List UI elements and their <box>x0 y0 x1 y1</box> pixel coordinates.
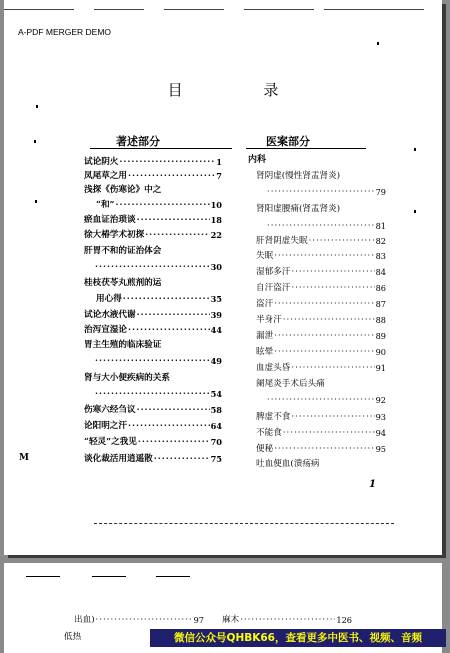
toc-entry <box>84 229 222 241</box>
dot-leader <box>123 293 210 305</box>
toc-entry <box>84 372 222 384</box>
toc-entry-title: 出血) <box>74 615 95 625</box>
toc-page-number: 75 <box>210 454 222 464</box>
toc-entry <box>256 170 386 182</box>
toc-page-number: 44 <box>210 325 222 335</box>
toc-page-number: 79 <box>375 187 386 197</box>
toc-entry-title: 低热 <box>64 632 82 642</box>
toc-entry <box>256 330 386 342</box>
scan-speck <box>35 200 37 203</box>
toc-page-number: 82 <box>375 236 386 246</box>
toc-page-number: 84 <box>375 267 386 277</box>
toc-entry <box>74 614 204 626</box>
toc-entry <box>84 293 222 305</box>
dot-leader <box>291 362 374 374</box>
toc-entry <box>256 443 386 455</box>
scan-speck <box>414 210 416 213</box>
toc-entry-title: “轻灵”之我见 <box>84 437 137 447</box>
dot-leader <box>267 220 375 232</box>
dot-leader <box>119 156 215 168</box>
dot-leader <box>283 314 375 326</box>
bottom-rule <box>94 523 394 524</box>
toc-entry <box>256 411 386 423</box>
toc-page-number: 81 <box>375 221 386 231</box>
toc-entry <box>256 394 386 406</box>
toc-entry-title: “和” <box>96 200 115 210</box>
document-page-1 <box>4 0 442 555</box>
top-edge-line <box>164 9 224 10</box>
dot-leader <box>128 324 210 336</box>
toc-page-number: 7 <box>216 171 222 181</box>
toc-entry <box>84 170 222 182</box>
toc-page-number: 93 <box>375 412 386 422</box>
toc-entry-title: 胃主生殖的临床验证 <box>84 340 162 350</box>
toc-entry <box>256 362 386 374</box>
toc-entry <box>84 261 222 273</box>
toc-page-number: 88 <box>375 315 386 325</box>
toc-entry-title: 治泻宣湿论 <box>84 325 127 335</box>
toc-entry-title: 自汗盗汗 <box>256 283 291 293</box>
dot-leader <box>274 298 374 310</box>
dot-leader <box>137 404 210 416</box>
toc-entry <box>84 453 222 465</box>
toc-entry-title: 徐大椿学术初探 <box>84 230 145 240</box>
toc-entry-title: 肾与大小便疾病的关系 <box>84 373 170 383</box>
toc-page-number: 126 <box>336 615 352 625</box>
dot-leader <box>95 355 210 367</box>
toc-page-number: 39 <box>210 310 222 320</box>
toc-page-number: 10 <box>210 200 222 210</box>
toc-entry-title: 浅探《伤寒论》中之 <box>84 185 162 195</box>
dot-leader <box>115 199 209 211</box>
toc-entry-title: 阑尾炎手术后头痛 <box>256 379 325 389</box>
toc-entry <box>84 309 222 321</box>
dot-leader <box>274 443 374 455</box>
top-edge-line <box>324 9 424 10</box>
toc-page-number: 86 <box>375 283 386 293</box>
toc-entry <box>84 339 222 351</box>
dot-leader <box>128 420 210 432</box>
toc-page-number: 70 <box>210 437 222 447</box>
toc-entry <box>256 298 386 310</box>
toc-entry <box>84 245 222 257</box>
page-shadow-right <box>442 4 446 555</box>
dot-leader <box>154 453 210 465</box>
heading-rule <box>90 148 232 149</box>
dot-leader <box>291 282 374 294</box>
toc-entry <box>84 420 222 432</box>
toc-entry-title: 血虚头昏 <box>256 363 291 373</box>
toc-entry-title: 瘀血证治琐谈 <box>84 215 136 225</box>
toc-page-number: 64 <box>210 421 222 431</box>
toc-entry-title: 桂枝茯苓丸煎剂的运 <box>84 278 162 288</box>
toc-entry <box>84 214 222 226</box>
watermark-text: A-PDF MERGER DEMO <box>18 27 112 37</box>
toc-entry-title: 伤寒六经刍议 <box>84 405 136 415</box>
header-rule <box>156 576 190 577</box>
header-rule <box>92 576 126 577</box>
toc-entry <box>256 250 386 262</box>
scan-speck <box>414 148 416 151</box>
toc-page-number: 1 <box>216 157 222 167</box>
toc-page-number: 97 <box>193 615 204 625</box>
dot-leader <box>291 266 374 278</box>
toc-page-number: 92 <box>375 395 386 405</box>
toc-page-number: 90 <box>375 347 386 357</box>
column-heading-right: 医案部分 <box>266 135 310 148</box>
dot-leader <box>274 250 374 262</box>
dot-leader <box>145 229 209 241</box>
toc-entry <box>84 388 222 400</box>
toc-entry-title: 湿郁多汗 <box>256 267 291 277</box>
top-edge-line <box>94 9 144 10</box>
toc-entry <box>256 427 386 439</box>
toc-entry <box>84 355 222 367</box>
toc-page-number: 30 <box>210 262 222 272</box>
toc-entry <box>84 324 222 336</box>
toc-entry <box>256 314 386 326</box>
dot-leader <box>128 170 215 182</box>
toc-entry <box>256 266 386 278</box>
toc-page-number: 94 <box>375 428 386 438</box>
column-heading-left: 著述部分 <box>116 135 160 148</box>
toc-entry-title: 肾阴虚(慢性肾盂肾炎) <box>256 171 341 181</box>
toc-entry-title: 不能食 <box>256 428 282 438</box>
toc-page-number: 22 <box>210 230 222 240</box>
header-rule <box>26 576 60 577</box>
toc-page-number: 58 <box>210 405 222 415</box>
dot-leader <box>291 411 374 423</box>
toc-entry <box>256 203 386 215</box>
toc-entry-title: 肾阳虚腰痛(肾盂肾炎) <box>256 204 341 214</box>
toc-entry <box>84 436 222 448</box>
toc-entry <box>84 277 222 289</box>
toc-entry <box>222 614 352 626</box>
toc-entry-title: 肝肾阴虚失眠 <box>256 236 308 246</box>
toc-entry-title: 用心得 <box>96 294 122 304</box>
toc-entry-title: 谈化裁活用逍遥散 <box>84 454 153 464</box>
scan-speck <box>34 140 36 143</box>
toc-entry-title: 脾虚不食 <box>256 412 291 422</box>
dot-leader <box>240 614 335 626</box>
toc-entry-title: 试论水液代谢 <box>84 310 136 320</box>
page-title: 目 录 <box>167 81 317 99</box>
dot-leader <box>267 186 375 198</box>
top-edge-line <box>4 9 74 10</box>
toc-page-number: 83 <box>375 251 386 261</box>
top-edge-line <box>244 9 314 10</box>
toc-entry <box>256 186 386 198</box>
scan-speck <box>36 105 38 108</box>
dot-leader <box>137 309 210 321</box>
margin-mark: M <box>19 453 29 463</box>
toc-entry-title: 半身汗 <box>256 315 282 325</box>
dot-leader <box>267 394 375 406</box>
dot-leader <box>95 261 210 273</box>
toc-page-number: 54 <box>210 389 222 399</box>
dot-leader <box>283 427 375 439</box>
toc-entry <box>256 458 386 470</box>
toc-entry-title: 凤尾草之用 <box>84 171 127 181</box>
toc-entry-title: 眩晕 <box>256 347 274 357</box>
toc-entry-title: 盗汗 <box>256 299 274 309</box>
page-number: 1 <box>369 479 376 490</box>
heading-rule <box>246 148 366 149</box>
toc-page-number: 87 <box>375 299 386 309</box>
toc-entry <box>256 235 386 247</box>
toc-page-number: 95 <box>375 444 386 454</box>
toc-page-number: 18 <box>210 215 222 225</box>
toc-entry-title: 失眠 <box>256 251 274 261</box>
toc-entry-title: 便秘 <box>256 444 274 454</box>
dot-leader <box>95 388 210 400</box>
toc-page-number: 91 <box>375 363 386 373</box>
toc-entry-title: 漏泄 <box>256 331 274 341</box>
dot-leader <box>274 330 374 342</box>
toc-entry <box>84 156 222 168</box>
toc-entry <box>256 282 386 294</box>
dot-leader <box>274 346 374 358</box>
toc-entry <box>84 199 222 211</box>
toc-entry-title: 论阳明之汗 <box>84 421 127 431</box>
scan-speck <box>377 42 379 45</box>
dot-leader <box>137 214 210 226</box>
toc-entry-title: 吐血便血(溃疡病 <box>256 459 320 469</box>
toc-entry <box>84 184 222 196</box>
toc-entry-title: 肝胃不和的证治体会 <box>84 246 162 256</box>
toc-entry-title: 试论阴火 <box>84 157 119 167</box>
dot-leader <box>96 614 193 626</box>
promo-banner: 微信公众号QHBK66，查看更多中医书、视频、音频 <box>150 629 446 647</box>
toc-page-number: 49 <box>210 356 222 366</box>
toc-entry <box>256 378 386 390</box>
dot-leader <box>138 436 210 448</box>
toc-entry-title: 麻木 <box>222 615 240 625</box>
category-label: 内科 <box>248 155 267 165</box>
dot-leader <box>309 235 375 247</box>
toc-entry <box>256 346 386 358</box>
page-shadow-bottom <box>8 555 446 558</box>
toc-entry <box>84 404 222 416</box>
toc-entry <box>256 220 386 232</box>
toc-page-number: 35 <box>210 294 222 304</box>
toc-page-number: 89 <box>375 331 386 341</box>
